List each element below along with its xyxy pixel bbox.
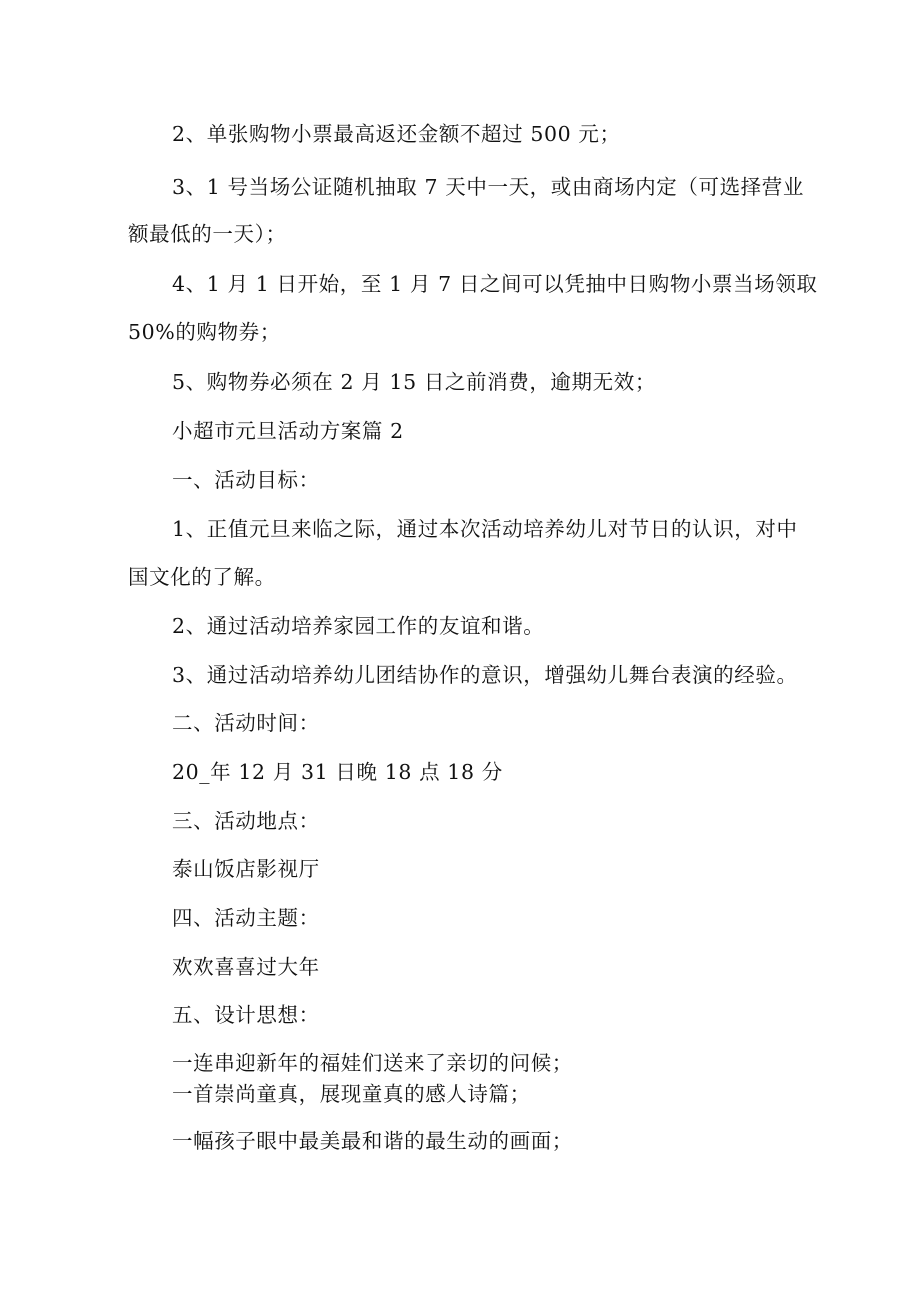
goal-item-2: 2、通过活动培养家园工作的友谊和谐。: [172, 614, 545, 638]
list-item-3: 3、1 号当场公证随机抽取 7 天中一天，或由商场内定（可选择营业: [172, 175, 804, 199]
event-time: 20_年 12 月 31 日晚 18 点 18 分: [172, 760, 503, 784]
heading-design: 五、设计思想：: [172, 1003, 320, 1027]
heading-time: 二、活动时间：: [172, 711, 320, 735]
list-item-3-continuation: 额最低的一天）；: [128, 222, 287, 246]
section-title: 小超市元旦活动方案篇 2: [172, 419, 404, 443]
heading-theme: 四、活动主题：: [172, 906, 320, 930]
heading-goals: 一、活动目标：: [172, 468, 320, 492]
list-item-2: 2、单张购物小票最高返还金额不超过 500 元；: [172, 122, 621, 146]
event-theme: 欢欢喜喜过大年: [172, 955, 320, 979]
list-item-4: 4、1 月 1 日开始，至 1 月 7 日之间可以凭抽中日购物小票当场领取: [172, 272, 818, 296]
design-line-2: 一首崇尚童真，展现童真的感人诗篇；: [172, 1082, 531, 1106]
goal-item-1: 1、正值元旦来临之际，通过本次活动培养幼儿对节日的认识，对中: [172, 517, 798, 541]
design-line-3: 一幅孩子眼中最美最和谐的最生动的画面；: [172, 1129, 573, 1153]
heading-location: 三、活动地点：: [172, 809, 320, 833]
goal-item-3: 3、通过活动培养幼儿团结协作的意识，增强幼儿舞台表演的经验。: [172, 663, 798, 687]
event-location: 泰山饭店影视厅: [172, 857, 320, 881]
list-item-4-continuation: 50%的购物券；: [128, 320, 281, 344]
design-line-1: 一连串迎新年的福娃们送来了亲切的问候；: [172, 1051, 573, 1075]
goal-item-1-continuation: 国文化的了解。: [128, 565, 276, 589]
list-item-5: 5、购物券必须在 2 月 15 日之前消费，逾期无效；: [172, 370, 656, 394]
